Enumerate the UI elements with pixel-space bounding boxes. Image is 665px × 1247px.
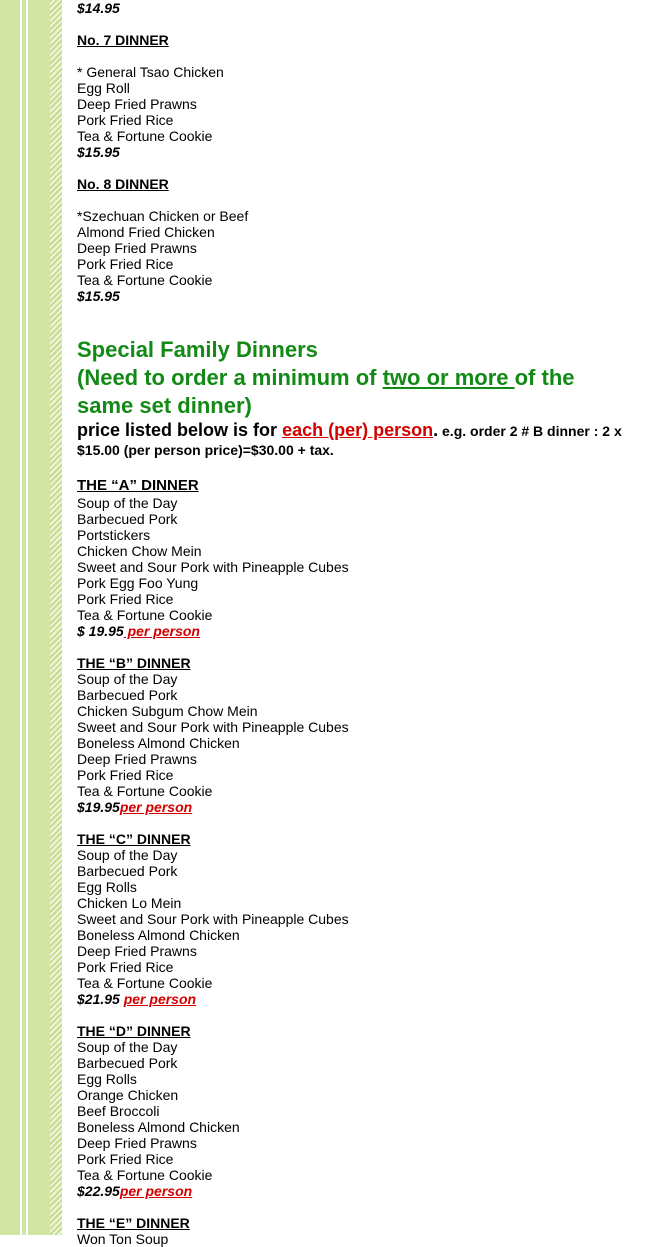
dish-item: Chicken Chow Mein	[77, 543, 202, 559]
price-note-text: price listed below is for	[77, 420, 283, 440]
family-dinner-name: THE “E” DINNER	[77, 1215, 190, 1231]
dish-item: Deep Fried Prawns	[77, 96, 197, 112]
dish-item: Boneless Almond Chicken	[77, 927, 240, 943]
dinner-price: $15.95	[77, 288, 120, 304]
price-note	[77, 420, 665, 441]
price-value: $19.95	[77, 799, 120, 815]
subtitle-emphasis: two or more	[382, 365, 515, 390]
dish-item: Barbecued Pork	[77, 511, 178, 527]
dish-item: Sweet and Sour Pork with Pineapple Cubes	[77, 911, 349, 927]
dish-item: Tea & Fortune Cookie	[77, 272, 213, 288]
dish-item: Egg Rolls	[77, 1071, 137, 1087]
dish-item: Pork Fried Rice	[77, 112, 174, 128]
sidebar-stripe	[28, 0, 50, 1235]
per-person-label: per person	[123, 991, 197, 1007]
family-dinner-e	[77, 1215, 665, 1247]
subtitle-text: of the	[514, 365, 575, 390]
per-person-label: per person	[119, 1183, 193, 1199]
sidebar-stripe	[0, 0, 20, 1235]
dish-item: Pork Fried Rice	[77, 256, 174, 272]
dish-item: Pork Egg Foo Yung	[77, 575, 199, 591]
subtitle-text: (Need to order a minimum of	[77, 365, 383, 390]
dinner-price: $15.95	[77, 144, 120, 160]
price-note-text: .	[433, 420, 439, 440]
dish-item: Tea & Fortune Cookie	[77, 783, 213, 799]
dish-item: Pork Fried Rice	[77, 959, 174, 975]
dish-item: Sweet and Sour Pork with Pineapple Cubes	[77, 559, 349, 575]
special-family-heading	[77, 336, 665, 420]
dish-item: Portstickers	[77, 527, 151, 543]
dish-item: Barbecued Pork	[77, 863, 178, 879]
dish-item: Sweet and Sour Pork with Pineapple Cubes	[77, 719, 349, 735]
price-value: $ 19.95	[77, 623, 124, 639]
special-subtitle	[77, 364, 665, 392]
family-dinner-name: THE “D” DINNER	[77, 1023, 191, 1039]
price-value: $21.95	[77, 991, 124, 1007]
dish-item: Tea & Fortune Cookie	[77, 128, 213, 144]
dish-item: Deep Fried Prawns	[77, 240, 197, 256]
dinner-price	[77, 799, 665, 815]
set-dinner-no8	[77, 176, 665, 304]
dish-item: Barbecued Pork	[77, 1055, 178, 1071]
family-dinner-b	[77, 655, 665, 815]
dish-item: * General Tsao Chicken	[77, 64, 224, 80]
dinner-name: No. 8 DINNER	[77, 176, 169, 192]
family-dinner-d	[77, 1023, 665, 1199]
dish-item: *Szechuan Chicken or Beef	[77, 208, 249, 224]
dish-item: Orange Chicken	[77, 1087, 179, 1103]
dish-item: Beef Broccoli	[77, 1103, 160, 1119]
price-note-line2: $15.00 (per person price)=$30.00 + tax.	[77, 442, 334, 458]
dish-item: Deep Fried Prawns	[77, 751, 197, 767]
dish-item: Egg Roll	[77, 80, 130, 96]
dinner-name: No. 7 DINNER	[77, 32, 169, 48]
dinner-price	[77, 623, 665, 639]
price-value: $22.95	[77, 1183, 120, 1199]
dish-item: Tea & Fortune Cookie	[77, 607, 213, 623]
decorative-sidebar	[0, 0, 62, 1235]
dish-item: Tea & Fortune Cookie	[77, 975, 213, 991]
dish-item: Pork Fried Rice	[77, 591, 174, 607]
dish-item: Boneless Almond Chicken	[77, 735, 240, 751]
price-note-example: e.g. order 2 # B dinner : 2 x	[438, 423, 622, 439]
dish-item: Almond Fried Chicken	[77, 224, 215, 240]
dish-item: Won Ton Soup	[77, 1231, 169, 1247]
special-title: Special Family Dinners	[77, 337, 318, 362]
sidebar-hatch	[50, 0, 62, 1235]
family-dinner-c	[77, 831, 665, 1007]
dish-item: Chicken Subgum Chow Mein	[77, 703, 258, 719]
dish-item: Deep Fried Prawns	[77, 943, 197, 959]
dinner-price	[77, 991, 665, 1007]
dish-item: Chicken Lo Mein	[77, 895, 182, 911]
special-subtitle-line2: same set dinner)	[77, 393, 252, 418]
set-dinner-no7	[77, 32, 665, 160]
family-dinner-name: THE “A” DINNER	[77, 477, 199, 494]
dish-item: Soup of the Day	[77, 495, 178, 511]
price-note-highlight: each (per) person	[282, 420, 434, 440]
dish-item: Boneless Almond Chicken	[77, 1119, 240, 1135]
dish-item: Soup of the Day	[77, 1039, 178, 1055]
family-dinner-a	[77, 495, 665, 639]
dish-item: Pork Fried Rice	[77, 767, 174, 783]
dish-item: Deep Fried Prawns	[77, 1135, 197, 1151]
dish-item: Egg Rolls	[77, 879, 137, 895]
per-person-label: per person	[123, 623, 200, 639]
previous-dinner-price: $14.95	[77, 0, 120, 16]
dish-item: Pork Fried Rice	[77, 1151, 174, 1167]
per-person-label: per person	[119, 799, 193, 815]
menu-content	[77, 0, 665, 1247]
family-dinner-name: THE “C” DINNER	[77, 831, 191, 847]
dish-item: Tea & Fortune Cookie	[77, 1167, 213, 1183]
dinner-price	[77, 1183, 665, 1199]
dish-item: Soup of the Day	[77, 671, 178, 687]
family-dinner-name: THE “B” DINNER	[77, 655, 191, 671]
dish-item: Soup of the Day	[77, 847, 178, 863]
dish-item: Barbecued Pork	[77, 687, 178, 703]
